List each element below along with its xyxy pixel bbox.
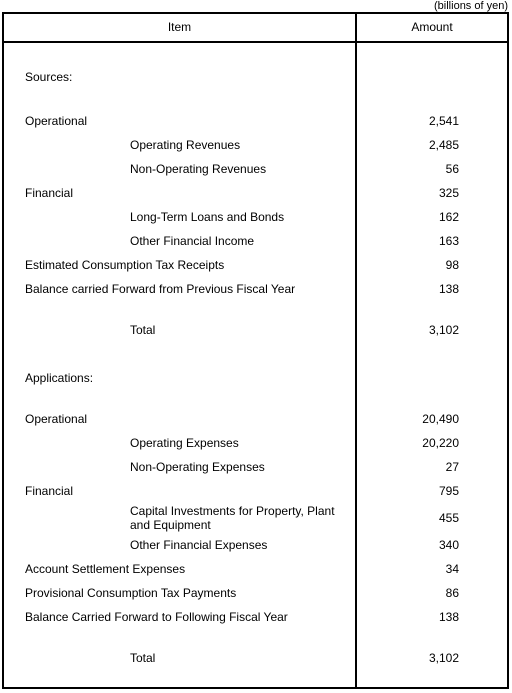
applications-total-amount: 3,102 [428, 651, 459, 665]
balance-following-label: Balance Carried Forward to Following Fiscal Year [25, 610, 288, 624]
other-financial-income-label: Other Financial Income [130, 234, 255, 248]
long-term-loans-label: Long-Term Loans and Bonds [130, 210, 285, 224]
provisional-tax-label: Provisional Consumption Tax Payments [25, 586, 237, 600]
provisional-tax-amount: 86 [445, 586, 459, 600]
applications-heading: Applications: [25, 371, 94, 385]
sources-operational-label: Operational [25, 114, 88, 128]
operating-revenues-label: Operating Revenues [130, 138, 241, 152]
applications-financial-amount: 795 [438, 484, 459, 498]
balance-prev-label: Balance carried Forward from Previous Fiscal Year [25, 282, 296, 296]
operating-expenses-amount: 20,220 [422, 436, 459, 450]
sources-financial-amount: 325 [438, 186, 459, 200]
other-financial-expenses-amount: 340 [438, 538, 459, 552]
sources-heading: Sources: [25, 70, 73, 84]
header-amount: Amount [411, 20, 453, 34]
non-operating-revenues-amount: 56 [445, 162, 459, 176]
est-consumption-tax-label: Estimated Consumption Tax Receipts [25, 258, 225, 272]
sources-operational-amount: 2,541 [428, 114, 459, 128]
capital-investments-amount: 455 [438, 511, 459, 525]
balance-following-amount: 138 [438, 610, 459, 624]
applications-financial-label: Financial [25, 484, 74, 498]
non-operating-revenues-label: Non-Operating Revenues [130, 162, 267, 176]
non-operating-expenses-amount: 27 [445, 460, 459, 474]
applications-total-label: Total [130, 651, 156, 665]
sources-applications-table [2, 12, 509, 689]
sources-financial-label: Financial [25, 186, 74, 200]
operating-revenues-amount: 2,485 [428, 138, 459, 152]
account-settlement-amount: 34 [445, 562, 459, 576]
other-financial-income-amount: 163 [438, 234, 459, 248]
capital-investments-label-line2: and Equipment [130, 518, 211, 532]
unit-note: (billions of yen) [434, 0, 508, 12]
sources-total-amount: 3,102 [428, 323, 459, 337]
capital-investments-label-line1: Capital Investments for Property, Plant [130, 504, 335, 518]
header-divider [4, 41, 507, 43]
est-consumption-tax-amount: 98 [445, 258, 459, 272]
column-divider [355, 14, 357, 687]
applications-operational-amount: 20,490 [422, 412, 459, 426]
operating-expenses-label: Operating Expenses [130, 436, 239, 450]
account-settlement-label: Account Settlement Expenses [25, 562, 186, 576]
balance-prev-amount: 138 [438, 282, 459, 296]
other-financial-expenses-label: Other Financial Expenses [130, 538, 268, 552]
long-term-loans-amount: 162 [438, 210, 459, 224]
applications-operational-label: Operational [25, 412, 88, 426]
non-operating-expenses-label: Non-Operating Expenses [130, 460, 265, 474]
sources-total-label: Total [130, 323, 156, 337]
header-item: Item [167, 20, 192, 34]
